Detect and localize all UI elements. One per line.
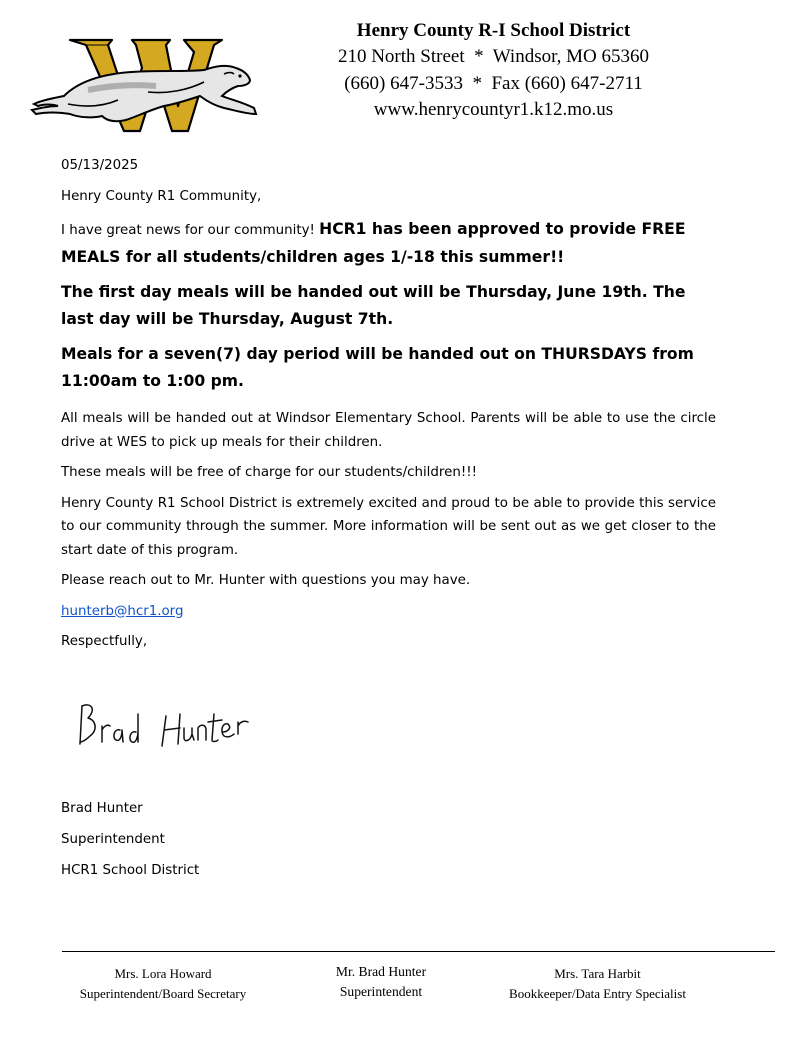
location-paragraph: All meals will be handed out at Windsor Elementary School. Parents will be able to use the circle drive at WES to pick up meals for their children. bbox=[61, 411, 716, 450]
intro-plain-text: I have great news for our community! bbox=[61, 223, 320, 238]
footer-name-3: Mrs. Tara Harbit bbox=[554, 966, 641, 981]
footer-contact-1 bbox=[60, 964, 266, 1004]
footer-name-1: Mrs. Lora Howard bbox=[114, 966, 212, 981]
free-charge-paragraph: These meals will be free of charge for our students/children!!! bbox=[61, 465, 477, 480]
footer-contact-2 bbox=[300, 962, 462, 1002]
letter-date: 05/13/2025 bbox=[61, 158, 139, 173]
district-name: Henry County R-I School District bbox=[356, 20, 631, 41]
signer-title: Superintendent bbox=[61, 832, 165, 847]
intro-paragraph bbox=[61, 216, 716, 272]
first-last-day-paragraph: The first day meals will be handed out will be Thursday, June 19th. The last day will be Thursday, August 7th. bbox=[61, 283, 686, 328]
district-website: www.henrycountyr1.k12.mo.us bbox=[373, 99, 614, 120]
reach-out-paragraph: Please reach out to Mr. Hunter with questions you may have. bbox=[61, 573, 471, 588]
footer-role-3: Bookkeeper/Data Entry Specialist bbox=[509, 986, 686, 1001]
letter-body bbox=[61, 154, 716, 654]
intro-bold-text: HCR1 has been approved to provide FREE MEALS for all students/children ages 1/-18 this summer!! bbox=[61, 220, 686, 266]
signer-organization: HCR1 School District bbox=[61, 863, 200, 878]
signature-block bbox=[61, 798, 199, 891]
handwritten-signature bbox=[70, 692, 270, 758]
footer-contact-3 bbox=[495, 964, 700, 1004]
letter-closing: Respectfully, bbox=[61, 634, 148, 649]
district-phone-fax: (660) 647-3533 * Fax (660) 647-2711 bbox=[344, 72, 643, 94]
letterhead bbox=[316, 18, 671, 124]
excited-paragraph: Henry County R1 School District is extremely excited and proud to be able to provide this service to our community through the summer. More information will be sent out as we get closer to the start date of this program. bbox=[61, 495, 716, 558]
footer-name-2: Mr. Brad Hunter bbox=[335, 964, 427, 979]
district-address: 210 North Street * Windsor, MO 65360 bbox=[337, 46, 650, 67]
email-paragraph bbox=[61, 600, 716, 624]
footer-role-2: Superintendent bbox=[339, 984, 423, 999]
signer-name: Brad Hunter bbox=[61, 801, 143, 816]
letter-greeting: Henry County R1 Community, bbox=[61, 188, 262, 204]
email-link[interactable]: hunterb@hcr1.org bbox=[61, 603, 184, 619]
footer-role-1: Superintendent/Board Secretary bbox=[79, 986, 247, 1001]
greyhound-icon bbox=[32, 66, 256, 121]
footer-divider bbox=[62, 951, 775, 952]
district-logo bbox=[28, 34, 260, 136]
meal-schedule-paragraph: Meals for a seven(7) day period will be handed out on THURSDAYS from 11:00am to 1:00 pm. bbox=[61, 345, 694, 390]
